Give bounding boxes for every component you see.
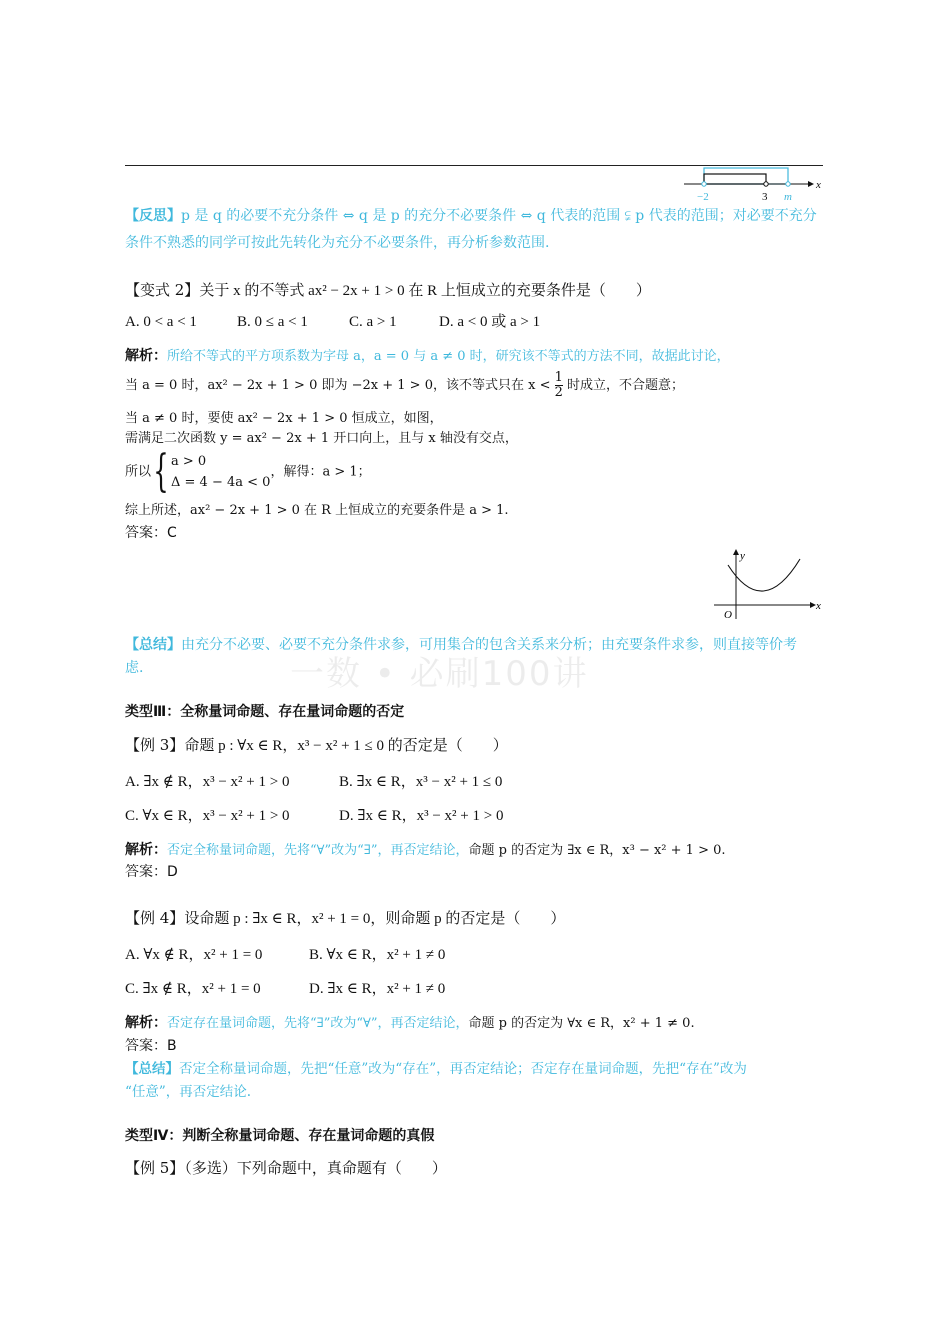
example4-analysis-tag: 解析： (125, 1015, 167, 1031)
example3-question-text: 命题 p : ∀x ∈ R，x³ − x² + 1 ≤ 0 的否定是（ ） (184, 738, 508, 754)
type4-heading: 类型Ⅳ：判断全称量词命题、存在量词命题的真假 (125, 1128, 435, 1144)
variant2-analysis-text-5a: 所以 (125, 464, 152, 480)
example5-question-text: （多选）下列命题中，真命题有（ ） (184, 1159, 447, 1177)
fraction-one-half (555, 371, 563, 400)
number-line-figure (680, 166, 825, 206)
example3-question (125, 734, 826, 757)
variant2-analysis-4: 需满足二次函数 y = ax² − 2x + 1 开口向上，且与 x 轴没有交点， (125, 431, 518, 446)
example3-option-c: C. ∀x ∈ R，x³ − x² + 1 > 0 (125, 808, 290, 824)
parabola-curve (728, 559, 800, 591)
example4-option-a: A. ∀x ∉ R，x² + 1 = 0 (125, 947, 263, 963)
example4-analysis-black: 命题 p 的否定为 ∀x ∈ R，x² + 1 ≠ 0. (468, 1016, 695, 1031)
example3-tag: 【例 3】 (125, 736, 185, 754)
example4-tag: 【例 4】 (125, 909, 185, 927)
example3-analysis (125, 839, 826, 862)
type3-heading: 类型Ⅲ：全称量词命题、存在量词命题的否定 (125, 704, 405, 720)
number-line-point-m (786, 182, 790, 186)
example5-tag: 【例 5】 (125, 1159, 185, 1177)
summary2-text-1: 否定全称量词命题，先把“任意”改为“存在”，再否定结论；否定存在量词命题，先把“存在”改为 (179, 1061, 747, 1077)
variant2-option-a: A. 0 < a < 1 (125, 314, 197, 330)
example3-analysis-black: 命题 p 的否定为 ∃x ∈ R，x³ − x² + 1 > 0. (468, 843, 726, 858)
variant2-question (125, 279, 826, 302)
number-line-arrow (808, 181, 814, 187)
variant2-analysis-3: 当 a ≠ 0 时，要使 ax² − 2x + 1 > 0 恒成立，如图， (125, 411, 443, 426)
example4-answer: 答案：B (125, 1038, 177, 1054)
summary2-line-1 (125, 1058, 826, 1080)
reflection-text-1: p 是 q 的必要不充分条件 ⇔ q 是 p 的充分不必要条件 ⇔ q 代表的范围 ⫋ p 代表的范围；对必要不充分 (181, 208, 817, 224)
example4-options-row-1 (125, 944, 826, 966)
summary1-text-1: 由充分不必要、必要不充分条件求参，可用集合的包含关系来分析；由充要条件求参，则直接等价考 (181, 637, 797, 653)
summary2-line-2: “任意”，再否定结论. (125, 1084, 252, 1100)
tick-label-m: m (784, 191, 792, 203)
number-line-point-neg2 (702, 182, 706, 186)
summary2-tag: 【总结】 (125, 1061, 179, 1077)
variant2-option-d: D. a < 0 或 a > 1 (439, 314, 541, 330)
example4-question (125, 907, 826, 930)
variant2-analysis-text-2a: 当 a = 0 时，ax² − 2x + 1 > 0 即为 −2x + 1 > 0，该不等式只在 x < (125, 378, 551, 393)
variant2-analysis-6: 综上所述，ax² − 2x + 1 > 0 在 R 上恒成立的充要条件是 a > 1. (125, 503, 509, 518)
fraction-numerator: 1 (554, 370, 563, 385)
example3-analysis-cyan: 否定全称量词命题，先将“∀”改为“∃”，再否定结论， (167, 843, 469, 858)
variant2-analysis-2 (125, 368, 826, 404)
system-row-1: a > 0 (171, 454, 207, 469)
reflection-line-2: 条件不熟悉的同学可按此先转化为充分不必要条件，再分析参数范围. (125, 235, 550, 251)
summary1-tag: 【总结】 (125, 637, 181, 653)
variant2-analysis-text-1: 所给不等式的平方项系数为字母 a，a = 0 与 a ≠ 0 时，研究该不等式的方法不同，故据此讨论， (167, 349, 730, 364)
variant2-tag: 【变式 2】 (125, 281, 200, 299)
summary1-line-2: 虑. (125, 660, 144, 676)
number-line-point-3 (764, 182, 768, 186)
number-line-q-box (704, 168, 788, 184)
example3-options-row-2 (125, 805, 826, 827)
system-brace: { (153, 446, 169, 497)
fraction-denominator: 2 (554, 385, 563, 400)
variant2-option-b: B. 0 ≤ a < 1 (237, 314, 308, 330)
variant2-analysis-text-5b: ，解得：a > 1； (270, 464, 371, 480)
number-line-p-box (704, 174, 766, 184)
graph-y-label: y (740, 550, 745, 562)
variant2-analysis-5 (125, 446, 826, 497)
example5-question (125, 1157, 826, 1179)
example4-option-c: C. ∃x ∉ R，x² + 1 = 0 (125, 981, 261, 997)
variant2-analysis-1 (125, 345, 826, 368)
example4-analysis-cyan: 否定存在量词命题，先将“∃”改为“∀”，再否定结论， (167, 1016, 469, 1031)
example3-analysis-tag: 解析： (125, 842, 167, 858)
inequality-system (171, 451, 270, 493)
parabola-graph (710, 545, 825, 623)
graph-x-label: x (816, 600, 821, 612)
reflection-tag: 【反思】 (125, 208, 181, 224)
axis-label-x: x (816, 179, 821, 191)
example4-question-text: 设命题 p : ∃x ∈ R，x² + 1 = 0，则命题 p 的否定是（ ） (184, 911, 566, 927)
example3-option-a: A. ∃x ∉ R，x³ − x² + 1 > 0 (125, 774, 290, 790)
example3-options-row-1 (125, 771, 826, 793)
example3-option-b: B. ∃x ∈ R，x³ − x² + 1 ≤ 0 (339, 774, 503, 790)
example3-answer: 答案：D (125, 864, 178, 880)
system-row-2: Δ = 4 − 4a < 0 (171, 475, 271, 490)
variant2-analysis-text-2b: 时成立，不合题意； (567, 378, 685, 393)
tick-label-3: 3 (762, 191, 768, 203)
example4-option-b: B. ∀x ∈ R，x² + 1 ≠ 0 (309, 947, 446, 963)
tick-label-neg2: −2 (697, 191, 709, 203)
variant2-question-text: 关于 x 的不等式 ax² − 2x + 1 > 0 在 R 上恒成立的充要条件是（ ） (199, 283, 651, 299)
variant2-answer: 答案：C (125, 525, 177, 541)
variant2-options (125, 311, 826, 333)
graph-y-arrow (733, 549, 739, 555)
variant2-analysis-tag: 解析： (125, 348, 167, 364)
graph-origin-label: O (724, 609, 732, 621)
example4-option-d: D. ∃x ∈ R，x² + 1 ≠ 0 (309, 981, 446, 997)
variant2-option-c: C. a > 1 (349, 314, 397, 330)
example3-option-d: D. ∃x ∈ R，x³ − x² + 1 > 0 (339, 808, 504, 824)
example4-options-row-2 (125, 978, 826, 1000)
watermark: 一数 • 必刷100讲 (290, 654, 589, 694)
example4-analysis (125, 1012, 826, 1035)
reflection-line-1 (125, 205, 826, 227)
